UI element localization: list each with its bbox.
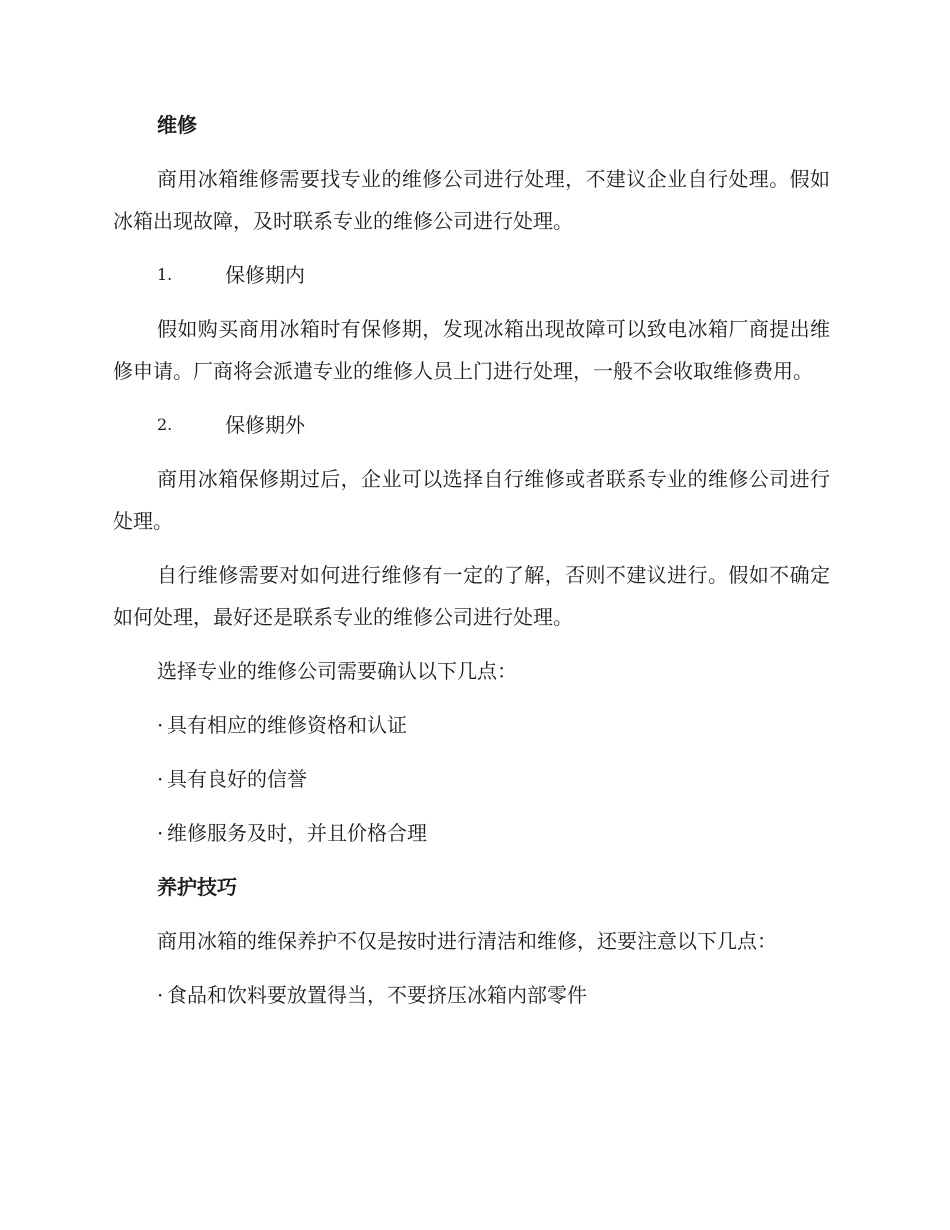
bullet-dot: ·: [157, 821, 164, 845]
bullet-item: [113, 974, 830, 1016]
section-heading-maintenance-tips: 养护技巧: [157, 875, 237, 899]
paragraph: 自行维修需要对如何进行维修有一定的了解，否则不建议进行。假如不确定如何处理，最好还是联系专业的维修公司进行处理。: [113, 563, 830, 629]
bullet-text: 具有相应的维修资格和认证: [167, 713, 407, 737]
list-number: 1.: [157, 265, 173, 284]
bullet-item: [113, 704, 830, 746]
paragraph: 假如购买商用冰箱时有保修期，发现冰箱出现故障可以致电冰箱厂商提出维修申请。厂商将会派遣专业的维修人员上门进行处理，一般不会收取维修费用。: [113, 317, 830, 383]
paragraph: 商用冰箱维修需要找专业的维修公司进行处理，不建议企业自行处理。假如冰箱出现故障，及时联系专业的维修公司进行处理。: [113, 167, 830, 233]
bullet-dot: ·: [157, 713, 164, 737]
section-heading-repair: 维修: [157, 113, 197, 137]
numbered-item-label: 保修期外: [225, 413, 305, 437]
paragraph: 商用冰箱的维保养护不仅是按时进行清洁和维修，还要注意以下几点：: [157, 929, 777, 953]
bullet-item: [113, 812, 830, 854]
numbered-item-label: 保修期内: [225, 263, 305, 287]
numbered-item: [113, 254, 830, 296]
bullet-dot: ·: [157, 983, 164, 1007]
bullet-text: 维修服务及时，并且价格合理: [167, 821, 427, 845]
bullet-item: [113, 758, 830, 800]
paragraph: 商用冰箱保修期过后，企业可以选择自行维修或者联系专业的维修公司进行处理。: [113, 467, 830, 533]
document-page: [113, 104, 830, 1028]
paragraph: 选择专业的维修公司需要确认以下几点：: [157, 659, 517, 683]
list-number: 2.: [157, 415, 173, 434]
bullet-text: 食品和饮料要放置得当，不要挤压冰箱内部零件: [167, 983, 587, 1007]
bullet-text: 具有良好的信誉: [167, 767, 307, 791]
bullet-dot: ·: [157, 767, 164, 791]
numbered-item: [113, 404, 830, 446]
